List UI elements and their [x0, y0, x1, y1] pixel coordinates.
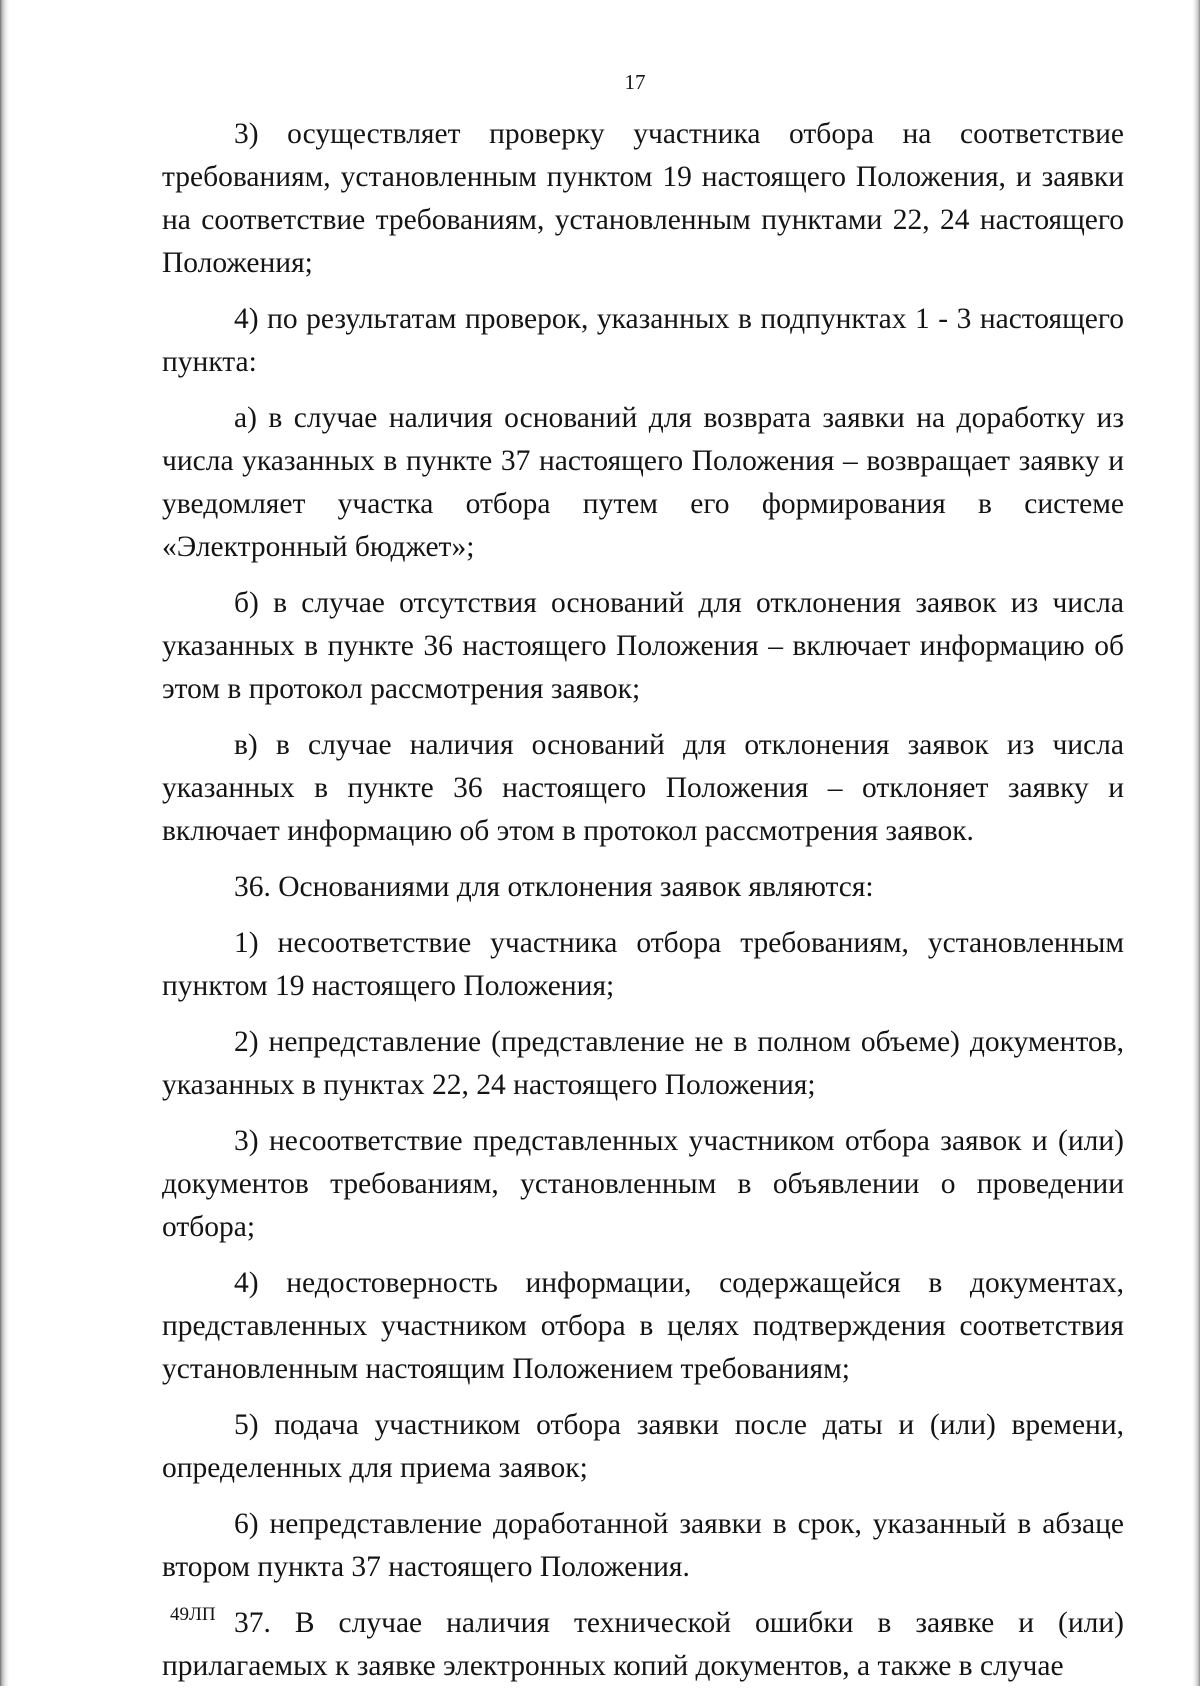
paragraph-subitem-b: б) в случае отсутствия оснований для отклонения заявок из числа указанных в пункте 36 настоящего Положения – включает информацию об этом в протокол рассмотрения заявок;	[162, 587, 1124, 705]
scan-edge-right	[1192, 0, 1200, 1686]
paragraph-ground-4: 4) недостоверность информации, содержащейся в документах, представленных участником отбора в целях подтверждения соответствия установленным настоящим Положением требованиям;	[162, 1267, 1124, 1385]
paragraph-ground-2: 2) непредставление (представление не в полном объеме) документов, указанных в пунктах 22, 24 настоящего Положения;	[162, 1026, 1124, 1101]
paragraph-subitem-a: а) в случае наличия оснований для возврата заявки на доработку из числа указанных в пункте 37 настоящего Положения – возвращает заявку и уведомляет участка отбора путем его формирования в системе «Электронный бюджет»;	[162, 402, 1124, 563]
paragraph-ground-1: 1) несоответствие участника отбора требованиям, установленным пунктом 19 настоящего Положения;	[162, 927, 1124, 1002]
footer-code: 49ЛП	[170, 1604, 216, 1625]
paragraph-item-4: 4) по результатам проверок, указанных в подпунктах 1 - 3 настоящего пункта:	[162, 303, 1124, 378]
paragraph-ground-6: 6) непредставление доработанной заявки в срок, указанный в абзаце втором пункта 37 настоящего Положения.	[162, 1508, 1124, 1583]
document-body	[162, 113, 1124, 1688]
scan-edge-left	[0, 0, 9, 1686]
paragraph-ground-5: 5) подача участником отбора заявки после даты и (или) времени, определенных для приема заявок;	[162, 1409, 1124, 1484]
paragraph-item-3: 3) осуществляет проверку участника отбора на соответствие требованиям, установленным пунктом 19 настоящего Положения, и заявки на соответствие требованиям, установленным пунктами 22, 24 настоящего Положения;	[162, 118, 1124, 279]
paragraph-section-36: 36. Основаниями для отклонения заявок являются:	[234, 871, 874, 903]
paragraph-section-37: 37. В случае наличия технической ошибки в заявке и (или) прилагаемых к заявке электронных копий документов, а также в случае	[162, 1607, 1124, 1682]
paragraph-subitem-v: в) в случае наличия оснований для отклонения заявок из числа указанных в пункте 36 настоящего Положения – отклоняет заявку и включает информацию об этом в протокол рассмотрения заявок.	[162, 729, 1124, 847]
paragraph-ground-3: 3) несоответствие представленных участником отбора заявок и (или) документов требованиям, установленным в объявлении о проведении отбора;	[162, 1125, 1124, 1243]
page-number: 17	[624, 70, 646, 94]
